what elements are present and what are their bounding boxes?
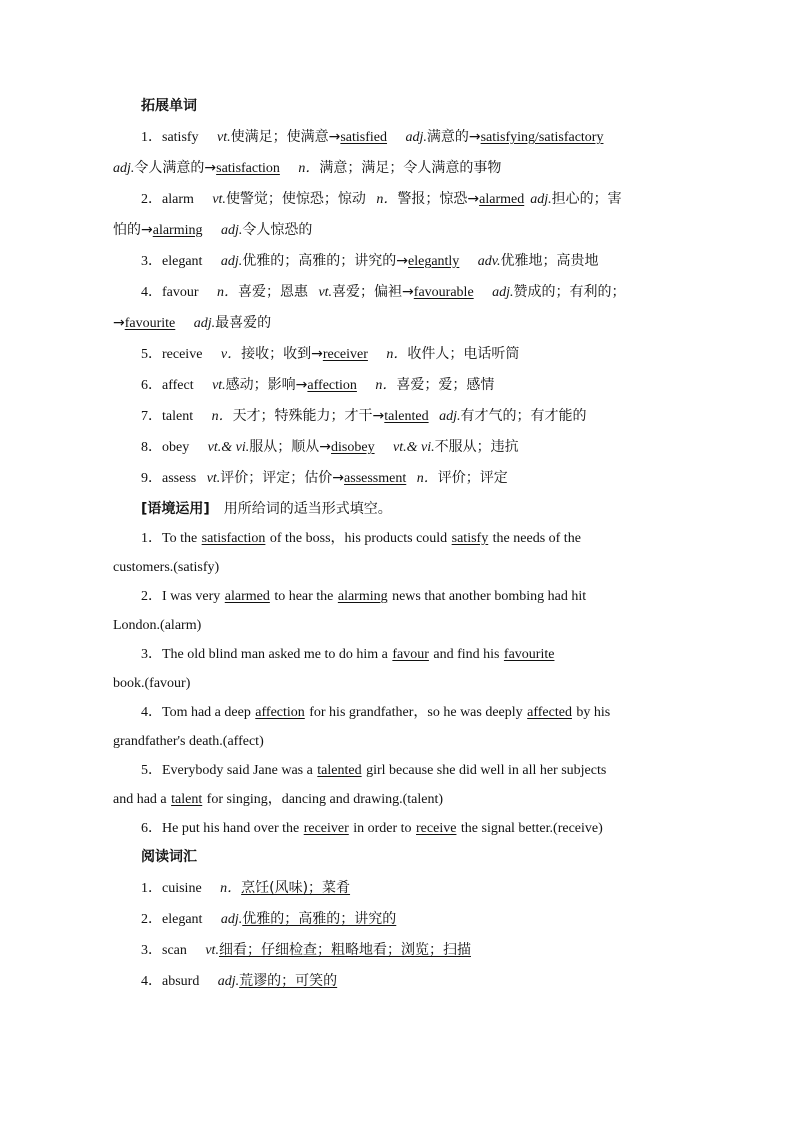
definition: 担心的；害 (551, 191, 622, 207)
definition: 感动；影响→ (225, 377, 308, 393)
answer-blank: elegantly (408, 254, 460, 269)
definition: 天才；特殊能力；才干→ (232, 408, 385, 424)
answer-blank: satisfy (451, 531, 489, 546)
pos-label: vt. (212, 192, 226, 207)
sentence-text: by his (576, 705, 611, 720)
entry-word: talent (162, 409, 194, 424)
entry-word: elegant (162, 912, 203, 927)
entry-word: favour (162, 285, 199, 300)
word-entry-alarm-cont (113, 220, 673, 251)
section-title-expand-words: 拓展单词 (141, 98, 197, 114)
pos-label: adj. (439, 409, 461, 424)
pos-label: adj. (405, 130, 427, 145)
word-entry-alarm (113, 189, 673, 220)
definition: 最喜爱的 (215, 315, 272, 331)
entry-number: 1． (141, 881, 162, 896)
answer-blank: receiver (303, 821, 349, 836)
definition: 喜爱；爱；感情 (396, 377, 495, 393)
practice-sentence-5 (113, 760, 673, 789)
reading-entry-elegant (113, 909, 673, 940)
answer-blank: talent (171, 792, 203, 807)
entry-number: 3． (141, 943, 162, 958)
pos-label: adj. (113, 161, 135, 176)
entry-number: 4． (141, 285, 162, 300)
entry-word: satisfy (162, 130, 199, 145)
sentence-text: the signal better.(receive) (460, 821, 603, 836)
practice-sentence-4-cont (113, 731, 673, 760)
sentence-number: 5． (141, 763, 162, 778)
entry-number: 6． (141, 378, 162, 393)
entry-word: receive (162, 347, 203, 362)
pos-label: adj. (193, 316, 216, 331)
pos-label: n． (376, 192, 398, 207)
pos-label: adv. (477, 254, 501, 269)
pos-label: n． (386, 347, 408, 362)
definition: 优雅地；高贵地 (500, 253, 599, 269)
definition: 怕的→ (113, 222, 153, 238)
definition: 警报；惊恐→ (397, 191, 480, 207)
answer-blank: disobey (331, 440, 375, 455)
pos-label: vt.& vi. (393, 440, 435, 455)
answer-blank: satisfying/satisfactory (480, 130, 604, 145)
sentence-text: book.(favour) (113, 676, 191, 691)
answer-blank: favourable (413, 285, 474, 300)
definition: 不服从；违抗 (434, 439, 519, 455)
word-entry-talent (113, 406, 673, 437)
practice-heading (113, 499, 673, 528)
sentence-text: of the boss，his products could (269, 531, 448, 546)
practice-sentence-3 (113, 644, 673, 673)
answer-blank: assessment (344, 471, 407, 486)
answer-blank: receiver (322, 347, 368, 362)
practice-sentence-2-cont (113, 615, 673, 644)
answer-blank: satisfaction (201, 531, 266, 546)
sentence-text: I was very (162, 589, 221, 604)
entry-word: obey (162, 440, 190, 455)
answer-blank: 荒谬的；可笑的 (239, 973, 338, 989)
sentence-text: and find his (433, 647, 500, 662)
definition: 赞成的；有利的； (513, 284, 626, 300)
answer-blank: favourite (503, 647, 555, 662)
definition: 收件人；电话听筒 (407, 346, 520, 362)
definition: 喜爱；恩惠 (238, 284, 308, 300)
entry-word: scan (162, 943, 187, 958)
word-entry-receive (113, 344, 673, 375)
entry-number: 7． (141, 409, 162, 424)
answer-blank: talented (317, 763, 362, 778)
sentence-text: To the (162, 531, 198, 546)
pos-label: adj. (220, 223, 243, 238)
sentence-text: Everybody said Jane was a (162, 763, 313, 778)
sentence-text: for singing，dancing and drawing.(talent) (206, 792, 444, 807)
practice-sentence-6 (113, 818, 673, 847)
entry-number: 9． (141, 471, 162, 486)
answer-blank: alarming (337, 589, 388, 604)
practice-sentence-3-cont (113, 673, 673, 702)
pos-label: adj. (220, 254, 243, 269)
sentence-text: London.(alarm) (113, 618, 202, 633)
section-title-reading-vocab: 阅读词汇 (141, 849, 197, 865)
sentence-text: He put his hand over the (162, 821, 300, 836)
sentence-number: 2． (141, 589, 162, 604)
pos-label: n． (375, 378, 397, 393)
pos-label: vt. (318, 285, 333, 300)
entry-word: absurd (162, 974, 200, 989)
reading-entry-scan (113, 940, 673, 971)
pos-label: n． (220, 881, 242, 896)
sentence-text: The old blind man asked me to do him a (162, 647, 388, 662)
sentence-text: news that another bombing had hit (392, 589, 587, 604)
definition: 优雅的；高雅的；讲究的→ (242, 253, 408, 269)
pos-label: n． (416, 471, 438, 486)
answer-blank: favour (392, 647, 429, 662)
sentence-text: grandfather's death.(affect) (113, 734, 264, 749)
definition: 令人满意的→ (134, 160, 217, 176)
sentence-number: 6． (141, 821, 162, 836)
pos-label: n． (217, 285, 238, 300)
definition: 满意的→ (426, 129, 481, 145)
pos-label: vt. (206, 471, 221, 486)
sentence-text: and had a (113, 792, 167, 807)
entry-word: alarm (162, 192, 194, 207)
answer-blank: satisfied (340, 130, 388, 145)
entry-word: assess (162, 471, 197, 486)
pos-label: adj. (492, 285, 514, 300)
practice-sentence-5-cont (113, 789, 673, 818)
entry-number: 4． (141, 974, 162, 989)
practice-sentence-1-cont (113, 557, 673, 586)
answer-blank: affected (527, 705, 572, 720)
word-entry-favour-cont (113, 313, 673, 344)
word-entry-satisfy-cont (113, 158, 673, 189)
answer-blank: talented (384, 409, 429, 424)
pos-label: v． (220, 347, 242, 362)
reading-entry-absurd (113, 971, 673, 1002)
sentence-text: Tom had a deep (162, 705, 251, 720)
answer-blank: 优雅的；高雅的；讲究的 (242, 911, 397, 927)
answer-blank: affection (307, 378, 357, 393)
answer-blank: favourite (124, 316, 176, 331)
pos-label: vt.& vi. (207, 440, 250, 455)
word-entry-affect (113, 375, 673, 406)
sentence-number: 1． (141, 531, 162, 546)
sentence-number: 3． (141, 647, 162, 662)
word-entry-assess (113, 468, 673, 499)
practice-sentence-1 (113, 528, 673, 557)
sentence-number: 4． (141, 705, 162, 720)
sentence-text: in order to (353, 821, 412, 836)
pos-label: adj. (220, 912, 243, 927)
answer-blank: alarmed (479, 192, 525, 207)
definition: 令人惊恐的 (242, 222, 313, 238)
entry-number: 2． (141, 192, 162, 207)
definition: 服从；顺从→ (249, 439, 332, 455)
definition: → (113, 315, 125, 331)
definition: 接收；收到→ (241, 346, 323, 362)
practice-sentence-2 (113, 586, 673, 615)
entry-word: affect (162, 378, 194, 393)
entry-number: 5． (141, 347, 162, 362)
sentence-text: to hear the (274, 589, 334, 604)
sentence-text: customers.(satisfy) (113, 560, 220, 575)
definition: 评价；评定 (437, 470, 508, 486)
word-entry-satisfy (113, 127, 673, 158)
entry-number: 3． (141, 254, 162, 269)
sentence-text: girl because she did well in all her subjects (366, 763, 607, 778)
answer-blank: receive (416, 821, 457, 836)
definition: 有才气的；有才能的 (460, 408, 587, 424)
answer-blank: alarmed (224, 589, 270, 604)
word-entry-favour (113, 282, 673, 313)
pos-label: n． (298, 161, 320, 176)
pos-label: adj. (530, 192, 552, 207)
answer-blank: 烹饪(风味)；菜肴 (241, 880, 351, 896)
definition: 喜爱；偏袒→ (332, 284, 414, 300)
entry-word: cuisine (162, 881, 202, 896)
answer-blank: 细看；仔细检查；粗略地看；浏览；扫描 (218, 942, 471, 958)
word-entry-elegant (113, 251, 673, 282)
definition: 使警觉；使惊恐；惊动 (225, 191, 366, 207)
sentence-text: for his grandfather，so he was deeply (309, 705, 523, 720)
pos-label: n． (211, 409, 233, 424)
pos-label: vt. (205, 943, 219, 958)
definition: 评价；评定；估价→ (220, 470, 345, 486)
definition: 满意；满足；令人满意的事物 (319, 160, 502, 176)
entry-word: elegant (162, 254, 203, 269)
reading-entry-cuisine (113, 878, 673, 909)
entry-number: 8． (141, 440, 162, 455)
answer-blank: satisfaction (216, 161, 280, 176)
answer-blank: affection (255, 705, 305, 720)
word-entry-obey (113, 437, 673, 468)
document-page (113, 96, 673, 1002)
entry-number: 1． (141, 130, 162, 145)
pos-label: adj. (217, 974, 240, 989)
definition: 使满足；使满意→ (230, 129, 341, 145)
practice-tag: [语境运用] (141, 501, 210, 517)
practice-instruction: 用所给词的适当形式填空。 (223, 501, 392, 517)
pos-label: vt. (212, 378, 226, 393)
answer-blank: alarming (152, 223, 203, 238)
entry-number: 2． (141, 912, 162, 927)
pos-label: vt. (217, 130, 231, 145)
sentence-text: the needs of the (492, 531, 581, 546)
practice-sentence-4 (113, 702, 673, 731)
